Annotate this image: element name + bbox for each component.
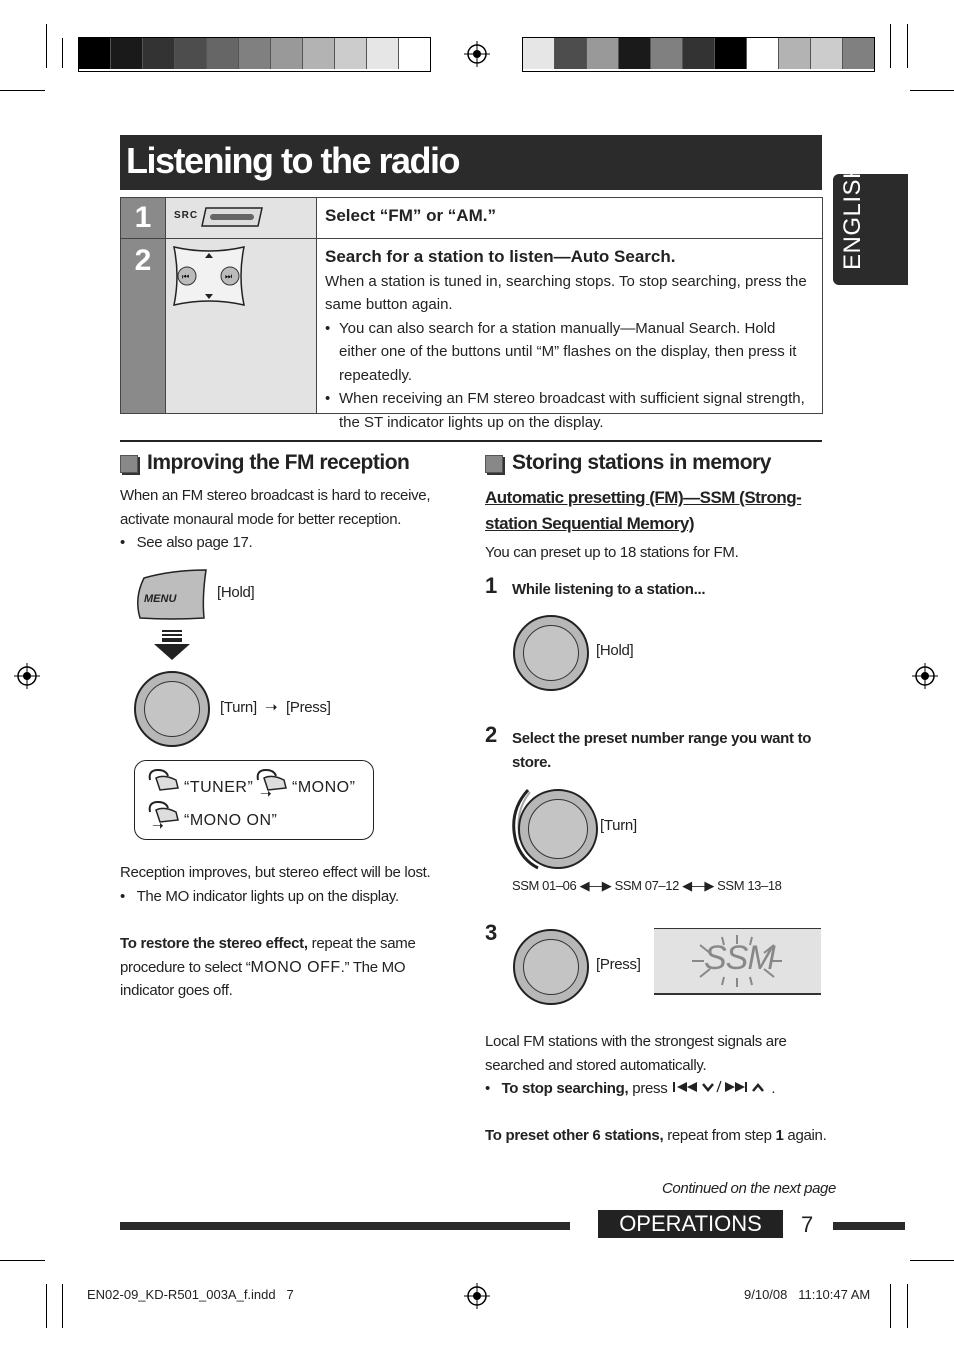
ssm-intro: You can preset up to 18 stations for FM. — [485, 544, 739, 561]
double-arrow-icon: ◀—▶ — [682, 878, 714, 893]
color-swatch — [651, 38, 683, 69]
display-ssm-text: SSM — [704, 939, 775, 977]
step-instruction-line: Select the preset number range you want to — [512, 730, 812, 747]
step-text — [316, 198, 822, 238]
ssm-result-line: Local FM stations with the strongest signals are — [485, 1033, 787, 1050]
step-number: 1 — [485, 573, 498, 598]
stop-instruction: • To stop searching, press . — [485, 1080, 776, 1097]
preset-bold: To preset other 6 stations, — [485, 1127, 664, 1144]
page-number: 7 — [801, 1212, 814, 1237]
ssm-result — [485, 1030, 787, 1077]
crop-mark — [890, 1284, 891, 1328]
turn-label: [Turn] — [220, 699, 257, 716]
src-button-icon — [200, 206, 264, 228]
ssm-range: SSM 13–18 — [717, 878, 782, 893]
crop-mark — [62, 38, 63, 68]
control-dial-icon — [513, 929, 589, 1005]
section-heading: Storing stations in memory — [512, 451, 771, 474]
color-swatch — [619, 38, 651, 69]
page-title: Listening to the radio — [126, 140, 459, 181]
steps-table — [120, 197, 823, 431]
color-swatch — [207, 38, 239, 69]
crop-mark — [910, 90, 954, 91]
svg-text:⏭: ⏭ — [225, 272, 233, 281]
color-swatch — [843, 38, 874, 69]
print-date: 9/10/08 11:10:47 AM — [744, 1287, 871, 1302]
control-dial-icon — [134, 671, 210, 747]
preset-step: 1 — [775, 1127, 784, 1144]
preset-instruction — [485, 1124, 826, 1148]
stop-bold: To stop searching, — [501, 1080, 629, 1097]
step-heading: Search for a station to listen—Auto Search. — [325, 247, 676, 266]
list-item: • You can also search for a station manually—Manual Search. Hold either one of the buttons until “M” flashes on the display, then press it repeatedly. — [339, 317, 814, 388]
control-dial-icon — [518, 789, 598, 869]
step-number: 2 — [121, 239, 165, 413]
color-swatch — [587, 38, 619, 69]
color-calibration-bar-right — [522, 37, 875, 72]
turn-label: [Turn] — [600, 817, 637, 834]
press-label: [Press] — [596, 956, 641, 973]
language-tab-label: ENGLISH — [839, 161, 866, 270]
arrow-right-icon: ➝ — [260, 785, 272, 801]
fm-bullet: • See also page 17. — [120, 534, 253, 551]
hold-label: [Hold] — [217, 584, 255, 601]
step-number: 1 — [121, 198, 165, 238]
file-name: EN02-09_KD-R501_003A_f.indd 7 — [87, 1287, 294, 1302]
stop-text: press — [628, 1080, 668, 1097]
step-heading: Select “FM” or “AM.” — [325, 206, 496, 225]
footer-bar — [833, 1222, 905, 1230]
step-text — [316, 239, 822, 431]
down-arrow-icon — [152, 628, 192, 662]
section-heading: Improving the FM reception — [147, 451, 410, 474]
control-dial-icon — [513, 615, 589, 691]
ssm-subheading-line: station Sequential Memory) — [485, 514, 694, 533]
color-swatch — [555, 38, 587, 69]
fm-result: Reception improves, but stereo effect will be lost. — [120, 864, 431, 881]
crop-mark — [62, 1284, 63, 1328]
fm-restore — [120, 932, 460, 1003]
ssm-result-line: searched and stored automatically. — [485, 1056, 707, 1074]
crop-mark — [907, 1284, 908, 1328]
fm-result-bullet-text: The MO indicator lights up on the display. — [136, 888, 399, 905]
restore-bold: To restore the stereo effect, — [120, 935, 308, 952]
section-square-icon — [485, 455, 503, 473]
hold-label: [Hold] — [596, 642, 634, 659]
sequence-tuner: “TUNER” — [184, 779, 254, 796]
ssm-range: SSM 01–06 — [512, 878, 577, 893]
sequence-mono-on: “MONO ON” — [184, 812, 278, 829]
step-illustration — [165, 239, 316, 413]
arrow-right-icon: ➝ — [152, 817, 164, 833]
section-divider — [120, 440, 822, 442]
color-swatch — [111, 38, 143, 69]
step-instruction — [512, 727, 811, 774]
preset-text: again. — [783, 1127, 827, 1144]
color-swatch — [683, 38, 715, 69]
ssm-subheading-line: Automatic presetting (FM)—SSM (Strong- — [485, 488, 802, 507]
continued-note: Continued on the next page — [662, 1180, 836, 1197]
color-swatch — [239, 38, 271, 69]
svg-text:⏮: ⏮ — [182, 272, 190, 281]
crop-mark — [907, 24, 908, 68]
color-swatch — [79, 38, 111, 69]
double-arrow-icon: ◀—▶ — [579, 878, 612, 893]
press-label: [Press] — [286, 699, 331, 716]
mono-off-label: MONO OFF — [250, 958, 341, 976]
color-swatch — [367, 38, 399, 69]
crop-mark — [0, 90, 45, 91]
color-swatch — [335, 38, 367, 69]
color-swatch — [811, 38, 843, 69]
color-swatch — [523, 38, 555, 69]
menu-label: MENU — [144, 593, 177, 605]
step-number: 2 — [485, 722, 498, 747]
color-swatch — [175, 38, 207, 69]
color-swatch — [779, 38, 811, 69]
crop-mark — [46, 1284, 47, 1328]
color-swatch — [715, 38, 747, 69]
crop-mark — [0, 1260, 45, 1261]
step-instruction-line: store. — [512, 753, 552, 771]
footer-bar — [120, 1222, 570, 1230]
color-calibration-bar-left — [78, 37, 431, 72]
hand-turn-icon — [146, 766, 182, 792]
color-swatch — [399, 38, 430, 69]
seek-buttons-icon — [172, 245, 246, 307]
section-label: OPERATIONS — [598, 1210, 783, 1238]
ssm-subheading — [485, 485, 801, 537]
fm-bullet-text: See also page 17. — [136, 534, 253, 551]
crop-mark — [46, 24, 47, 68]
registration-mark-icon — [14, 663, 40, 689]
crop-mark — [910, 1260, 954, 1261]
fm-intro: When an FM stereo broadcast is hard to receive, activate monaural mode for better reception. — [120, 487, 431, 528]
color-swatch — [747, 38, 779, 69]
step-body: When a station is tuned in, searching stops. To stop searching, press the same button again. — [325, 272, 807, 313]
display-panel — [654, 928, 821, 995]
list-item: • When receiving an FM stereo broadcast with sufficient signal strength, the ST indicator lights up on the display. — [339, 387, 814, 434]
fm-result-bullet: • The MO indicator lights up on the display. — [120, 888, 399, 905]
section-square-icon — [120, 455, 138, 473]
step-instruction: While listening to a station... — [512, 581, 706, 598]
color-swatch — [143, 38, 175, 69]
src-label: SRC — [174, 210, 199, 221]
sequence-mono: “MONO” — [292, 779, 356, 796]
ssm-range-sequence — [512, 878, 782, 894]
restore-text: .” The MO indicator goes off. — [120, 958, 406, 999]
arrow-right-icon: ➝ — [265, 699, 278, 716]
restore-text: repeat the same procedure to select “ — [120, 935, 416, 976]
registration-mark-icon — [464, 1283, 490, 1309]
seek-buttons-icon — [671, 1080, 771, 1094]
crop-mark — [890, 24, 891, 68]
preset-text: repeat from step — [663, 1127, 776, 1144]
color-swatch — [271, 38, 303, 69]
step-number: 3 — [485, 920, 498, 945]
registration-mark-icon — [912, 663, 938, 689]
registration-mark-icon — [464, 41, 490, 67]
color-swatch — [303, 38, 335, 69]
step-illustration — [165, 198, 316, 238]
ssm-range: SSM 07–12 — [614, 878, 679, 893]
